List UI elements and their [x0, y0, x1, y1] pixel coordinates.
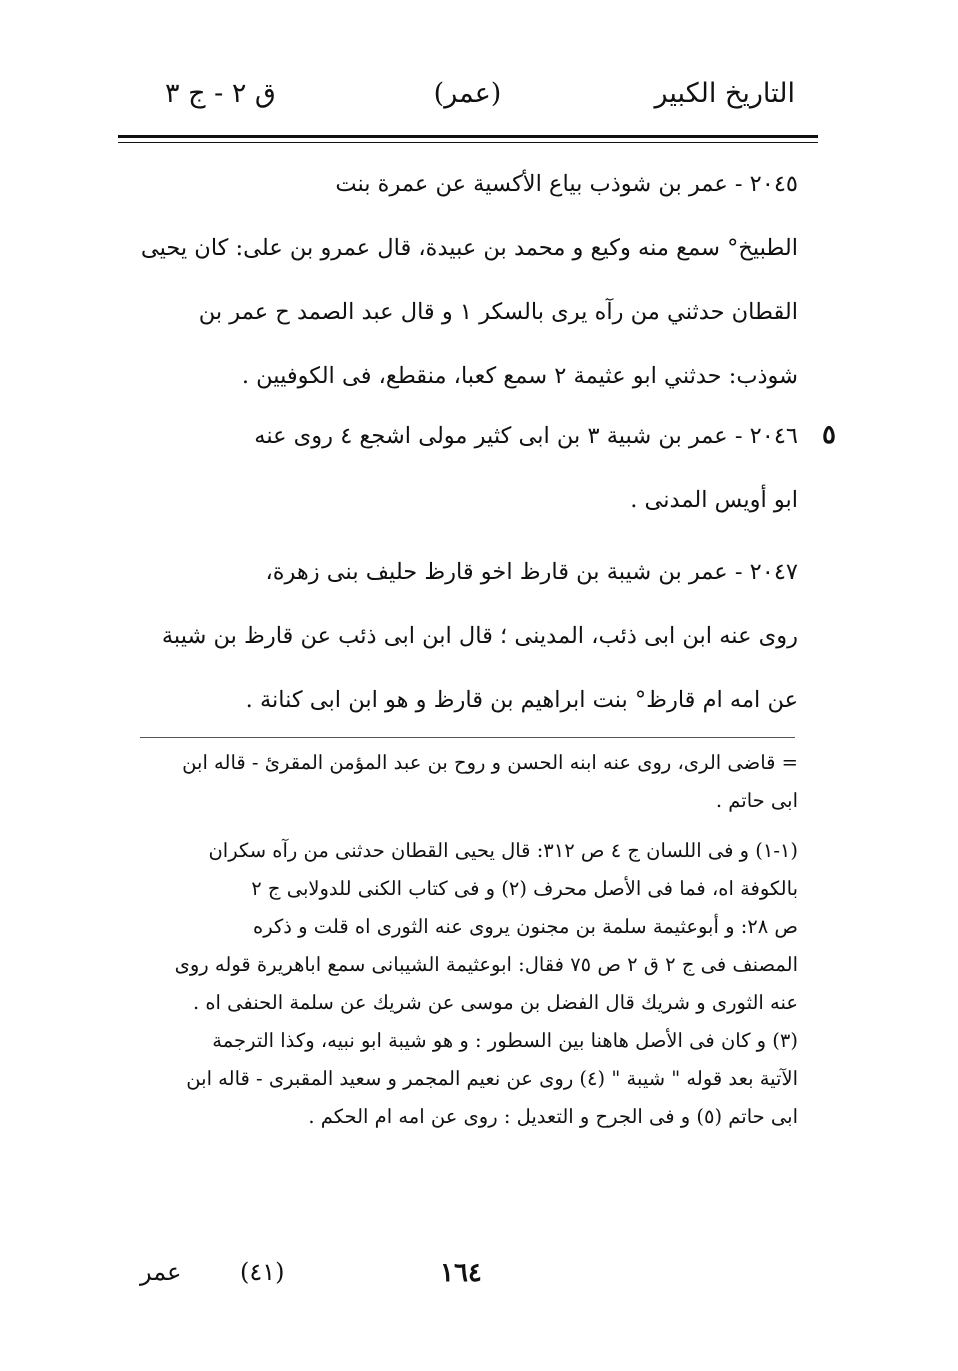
entry-line: القطان حدثني من رآه يرى بالسكر ١ و قال عبد الصمد ح عمر بن	[198, 299, 798, 325]
footer-signature: (٤١)	[240, 1258, 285, 1286]
entry-line: الطبيخ° سمع منه وكيع و محمد بن عبيدة، قال عمرو بن على: كان يحيى	[140, 235, 798, 261]
header-rule-thick	[118, 135, 818, 138]
entry-line: ٢٠٤٥ - عمر بن شوذب بياع الأكسية عن عمرة بنت	[335, 171, 798, 197]
footer-catchword: عمر	[140, 1258, 182, 1286]
entry-2045	[138, 152, 798, 408]
section-title: (عمر)	[433, 78, 502, 109]
footnote-separator	[140, 737, 795, 738]
footnote-line: (١-١) و فى اللسان ج ٤ ص ٣١٢: قال يحيى القطان حدثنى من رآه سكران	[208, 839, 798, 862]
page-footer	[140, 1258, 795, 1298]
footnote-line: عنه الثورى و شريك قال الفضل بن موسى عن شريك عن سلمة الحنفى اه .	[192, 991, 798, 1014]
book-title: التاريخ الكبير	[654, 78, 795, 109]
page-header	[140, 78, 795, 118]
footnote-line: (٣) و كان فى الأصل هاهنا بين السطور : و هو شيبة ابو نبيه، وكذا الترجمة	[212, 1029, 798, 1052]
footnote-line: الآتية بعد قوله " شيبة " (٤) روى عن نعيم المجمر و سعيد المقبرى - قاله ابن	[186, 1067, 798, 1090]
entry-line: ٢٠٤٧ - عمر بن شيبة بن قارظ اخو قارظ حليف بنى زهرة،	[265, 559, 798, 585]
entry-2046	[138, 404, 798, 532]
entry-line: ابو أويس المدنى .	[630, 487, 798, 513]
footnote-line: ابى حاتم (٥) و فى الجرح و التعديل : روى عن امه ام الحكم .	[308, 1105, 798, 1128]
footnote-line: بالكوفة اه، فما فى الأصل محرف (٢) و فى كتاب الكنى للدولابى ج ٢	[251, 877, 798, 900]
volume-reference: ق ٢ - ج ٣	[165, 78, 276, 109]
header-rule-thin	[118, 142, 818, 143]
footnote-line: = قاضى الرى، روى عنه ابنه الحسن و روح بن عبد المؤمن المقرئ - قاله ابن	[182, 751, 798, 774]
entry-line: عن امه ام قارظ° بنت ابراهيم بن قارظ و هو ابن ابى كنانة .	[245, 687, 798, 713]
entry-2047	[138, 540, 798, 732]
line-marker: ٥	[822, 420, 836, 450]
footnote-line: المصنف فى ج ٢ ق ٢ ص ٧٥ فقال: ابوعثيمة الشيبانى سمع اباهريرة قوله روى	[174, 953, 798, 976]
entry-line: روى عنه ابن ابى ذئب، المدينى ؛ قال ابن ابى ذئب عن قارظ بن شيبة	[161, 623, 798, 649]
footnote-line: ابى حاتم .	[715, 789, 798, 812]
footnote-line: ص ٢٨: و أبوعثيمة سلمة بن مجنون يروى عنه الثورى اه قلت و ذكره	[252, 915, 798, 938]
entry-line: ٢٠٤٦ - عمر بن شبية ٣ بن ابى كثير مولى اشجع ٤ روى عنه	[254, 423, 798, 449]
entry-line: شوذب: حدثني ابو عثيمة ٢ سمع كعبا، منقطع، فى الكوفيين .	[241, 363, 798, 389]
page-number: ١٦٤	[440, 1258, 482, 1288]
footnotes	[138, 744, 798, 1136]
